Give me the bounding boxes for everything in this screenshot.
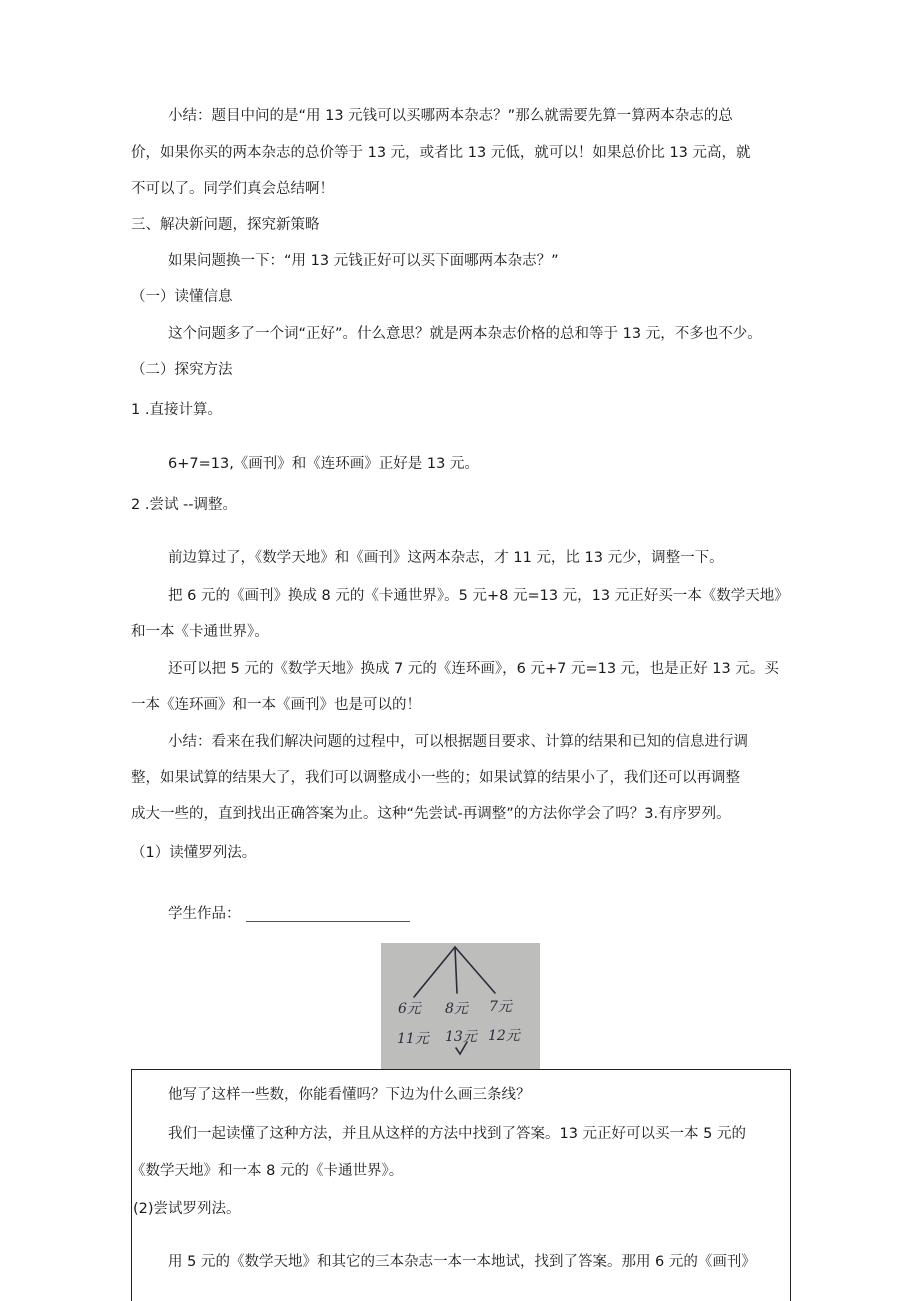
sub1-text: 这个问题多了一个词“正好”。什么意思？就是两本杂志价格的总和等于 13 元，不多也不少。	[168, 326, 762, 342]
student-work-label: 学生作品：	[168, 906, 241, 922]
method1-text: 6+7=13,《画刊》和《连环画》正好是 13 元。	[168, 456, 479, 472]
method2-paragraph-2-line-1: 把 6 元的《画刊》换成 8 元的《卡通世界》。5 元+8 元=13 元，13 元正好买一本《数学天地》	[168, 588, 789, 604]
branch-line-right	[455, 947, 495, 993]
box-paragraph-line-1: 我们一起读懂了这种方法，并且从这样的方法中找到了答案。13 元正好可以买一本 5 元的	[168, 1126, 747, 1142]
method2-heading: 2 .尝试 --调整。	[131, 497, 238, 513]
method2-paragraph-3-line-2: 一本《连环画》和一本《画刊》也是可以的！	[131, 697, 421, 713]
hand-top-3: 7元	[489, 999, 512, 1015]
hand-bottom-2: 13元	[445, 1029, 477, 1045]
answer-blank-line	[246, 921, 410, 922]
box-paragraph-line-2: 《数学天地》和一本 8 元的《卡通世界》。	[131, 1163, 404, 1179]
hand-top-2: 8元	[445, 1001, 468, 1017]
branch-line-left	[414, 947, 455, 997]
hand-bottom-1: 11元	[397, 1031, 429, 1047]
section3-heading: 三、解决新问题，探究新策略	[131, 217, 320, 233]
summary1-line-2: 价，如果你买的两本杂志的总价等于 13 元，或者比 13 元低，就可以！如果总价比 13 元高，就	[131, 145, 751, 161]
hand-bottom-3: 12元	[488, 1028, 520, 1044]
summary2-line-3: 成大一些的，直到找出正确答案为止。这种“先尝试-再调整”的方法你学会了吗？3.有序罗列。	[131, 806, 731, 822]
summary1-line-3: 不可以了。同学们真会总结啊！	[131, 181, 334, 197]
branch-line-middle	[455, 947, 457, 993]
summary2-line-2: 整，如果试算的结果大了，我们可以调整成小一些的；如果试算的结果小了，我们还可以再调整	[131, 770, 740, 786]
method1-heading: 1 .直接计算。	[131, 402, 222, 418]
method2-paragraph-1: 前边算过了，《数学天地》和《画刊》这两本杂志，才 11 元，比 13 元少，调整一下。	[168, 550, 724, 566]
box-try-heading: (2)尝试罗列法。	[133, 1201, 241, 1217]
box-question-line: 他写了这样一些数，你能看懂吗？下边为什么画三条线？	[168, 1087, 531, 1103]
handwriting-tree-diagram	[381, 943, 540, 1070]
summary2-line-1: 小结：看来在我们解决问题的过程中，可以根据题目要求、计算的结果和已知的信息进行调	[168, 734, 748, 750]
method2-paragraph-3-line-1: 还可以把 5 元的《数学天地》换成 7 元的《连环画》，6 元+7 元=13 元，也是正好 13 元。买	[168, 661, 779, 677]
new-question: 如果问题换一下：“用 13 元钱正好可以买下面哪两本杂志？”	[168, 253, 559, 269]
sub2-heading: （二）探究方法	[131, 362, 233, 378]
method2-paragraph-2-line-2: 和一本《卡通世界》。	[131, 624, 269, 640]
summary1-line-1: 小结：题目中问的是“用 13 元钱可以买哪两本杂志？”那么就需要先算一算两本杂志的总	[168, 108, 733, 124]
hand-top-1: 6元	[398, 1001, 421, 1017]
sub1-heading: （一）读懂信息	[131, 289, 233, 305]
box-last-line: 用 5 元的《数学天地》和其它的三本杂志一本一本地试，找到了答案。那用 6 元的《画刊》	[168, 1254, 756, 1270]
sub3-heading: （1）读懂罗列法。	[131, 845, 257, 861]
student-work-photo	[381, 943, 540, 1070]
